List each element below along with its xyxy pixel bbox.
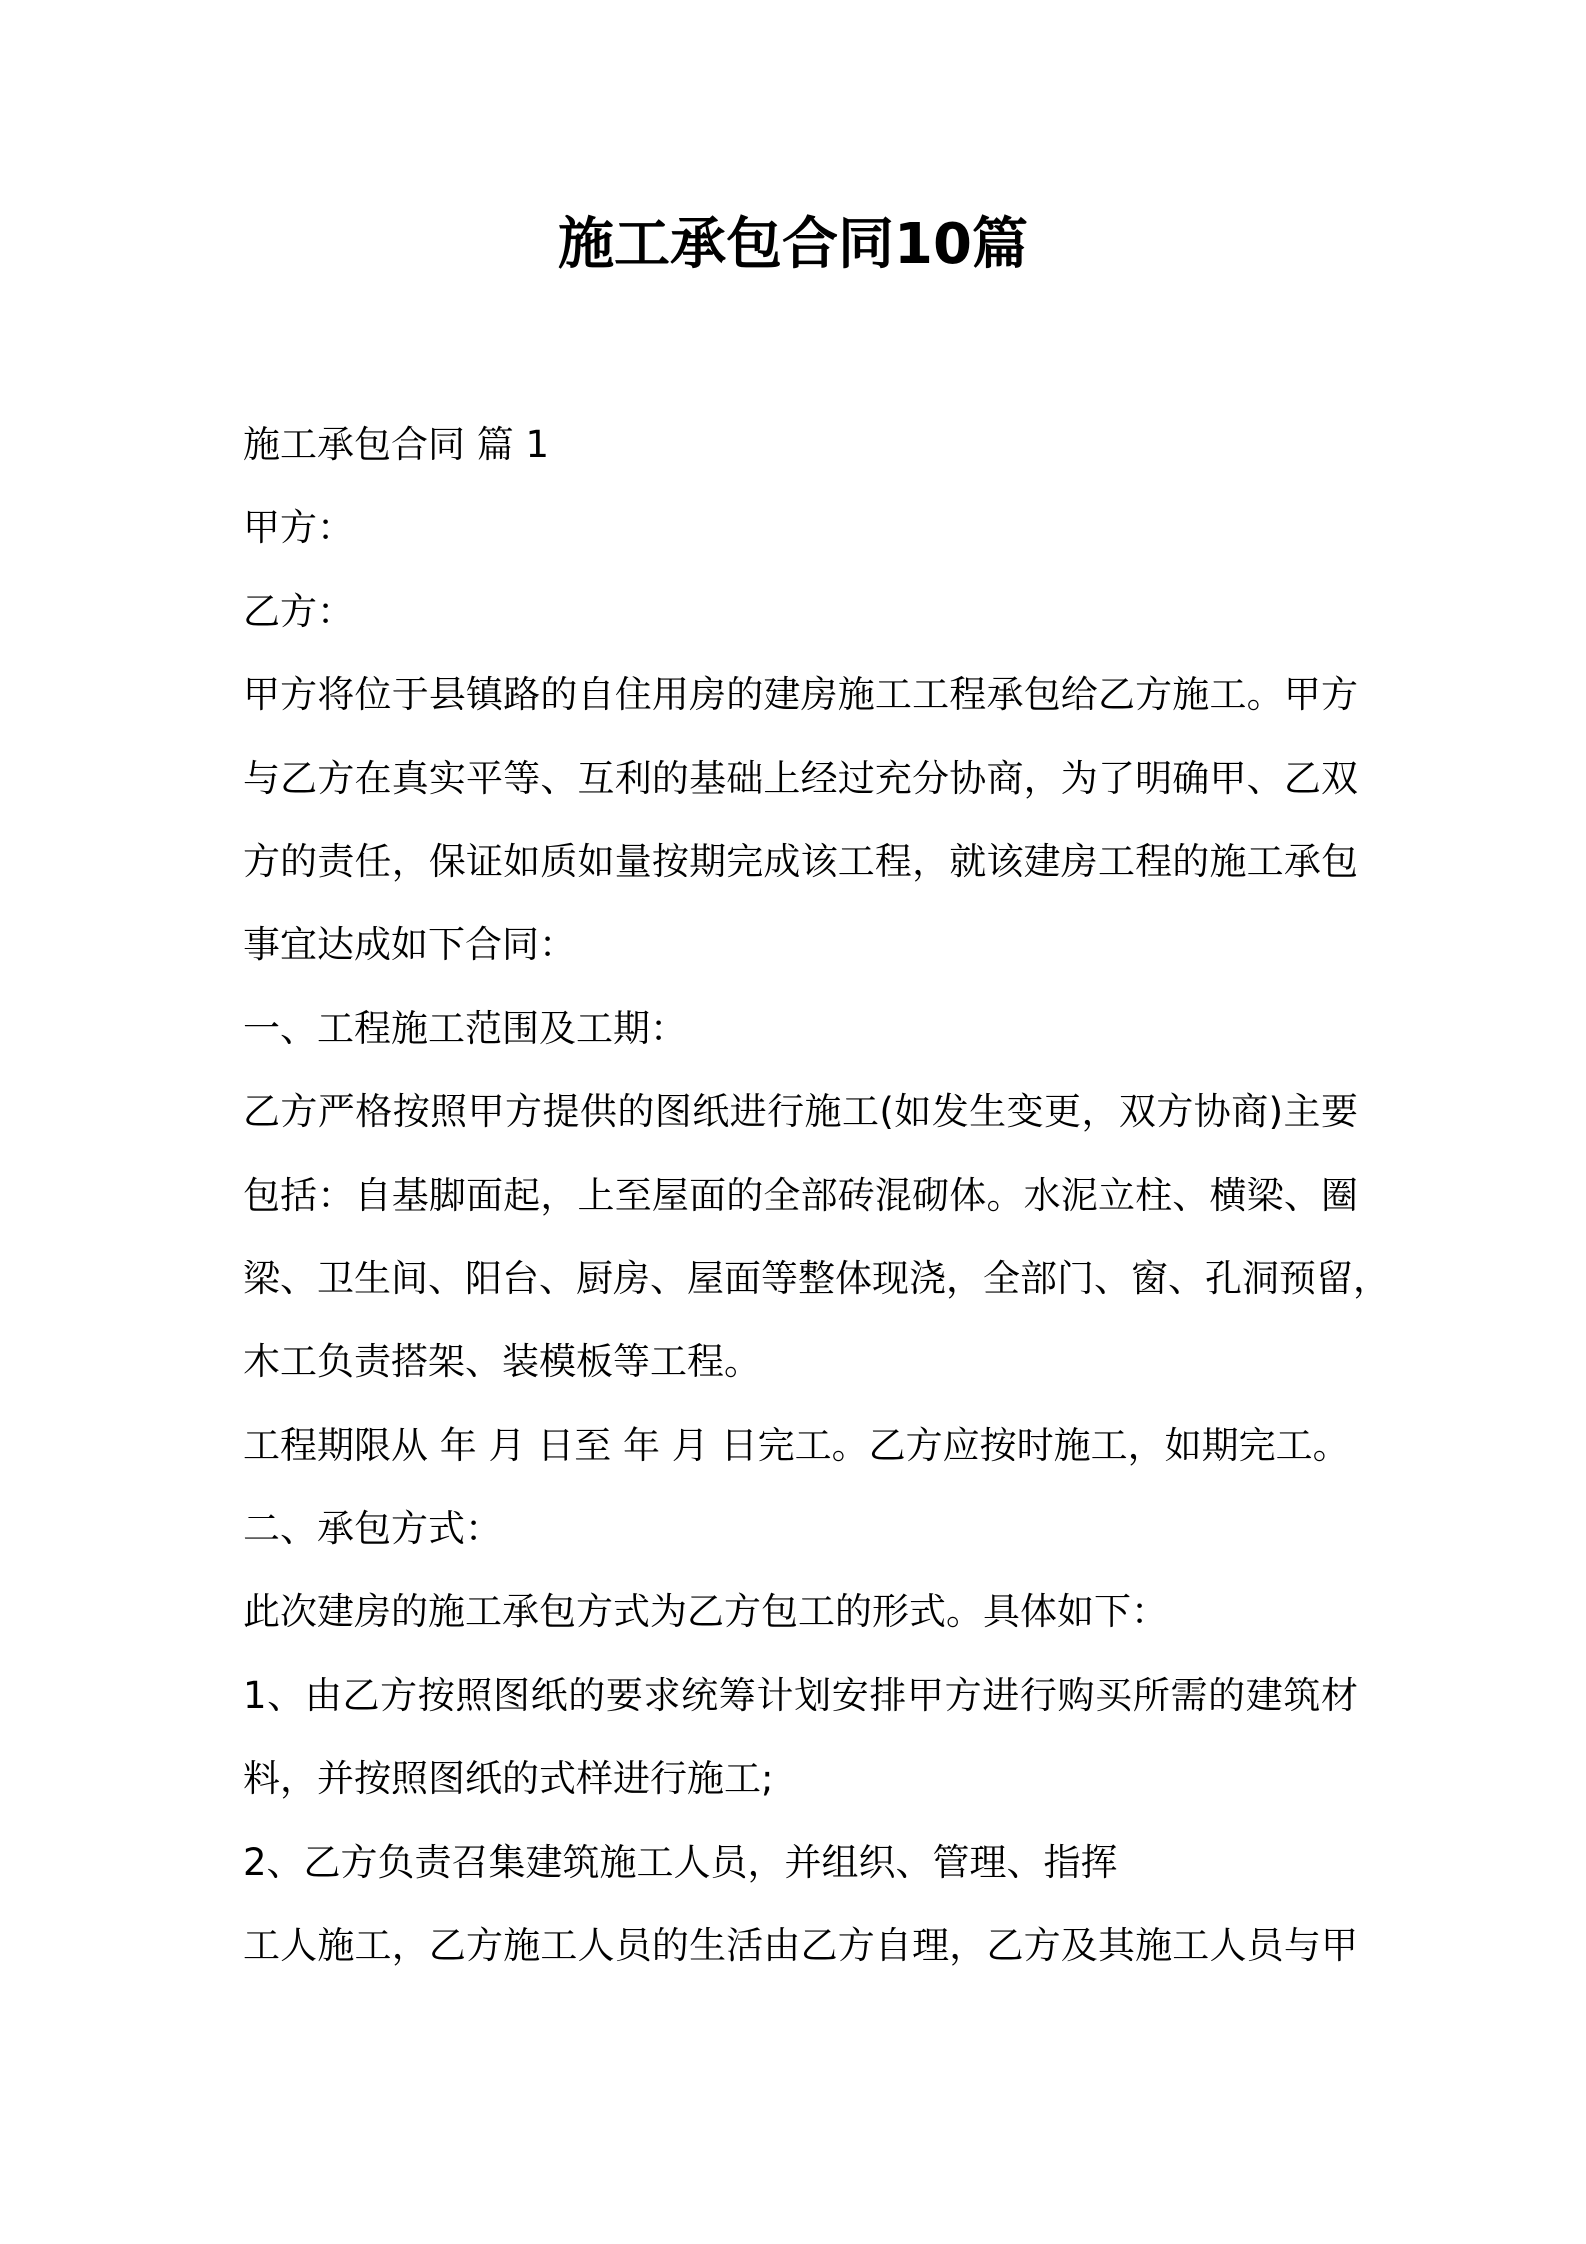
- document-body: [243, 403, 1390, 1987]
- list-item-line: 1、由乙方按照图纸的要求统筹计划安排甲方进行购买所需的建筑材: [243, 1673, 1358, 1717]
- paragraph-line: 方的责任，保证如质如量按期完成该工程，就该建房工程的施工承包: [243, 839, 1358, 883]
- paragraph-line: 梁、卫生间、阳台、厨房、屋面等整体现浇，全部门、窗、孔洞预留，: [243, 1256, 1390, 1300]
- paragraph-line: 木工负责搭架、装模板等工程。: [243, 1340, 761, 1384]
- document-title: 施工承包合同10篇: [558, 212, 1028, 277]
- list-item-line: 2、乙方负责召集建筑施工人员，并组织、管理、指挥: [243, 1840, 1118, 1884]
- clause-heading: 一、工程施工范围及工期：: [243, 1006, 687, 1050]
- paragraph-line: 此次建房的施工承包方式为乙方包工的形式。具体如下：: [243, 1590, 1168, 1634]
- paragraph-line: 事宜达成如下合同：: [243, 923, 576, 967]
- paragraph-line: 工程期限从 年 月 日至 年 月 日完工。乙方应按时施工，如期完工。: [243, 1423, 1350, 1467]
- paragraph-line: 工人施工，乙方施工人员的生活由乙方自理，乙方及其施工人员与甲: [243, 1924, 1358, 1968]
- party-a-label: 甲方：: [243, 506, 354, 550]
- paragraph-line: 与乙方在真实平等、互利的基础上经过充分协商，为了明确甲、乙双: [243, 756, 1358, 800]
- paragraph-line: 甲方将位于县镇路的自住用房的建房施工工程承包给乙方施工。甲方: [243, 673, 1358, 717]
- paragraph-line: 乙方严格按照甲方提供的图纸进行施工(如发生变更，双方协商)主要: [243, 1090, 1358, 1134]
- section-heading: 施工承包合同 篇 1: [243, 423, 550, 466]
- paragraph-line: 包括：自基脚面起，上至屋面的全部砖混砌体。水泥立柱、横梁、圈: [243, 1173, 1358, 1217]
- list-item-line: 料，并按照图纸的式样进行施工;: [243, 1757, 774, 1801]
- party-b-label: 乙方：: [243, 589, 354, 633]
- clause-heading: 二、承包方式：: [243, 1507, 502, 1551]
